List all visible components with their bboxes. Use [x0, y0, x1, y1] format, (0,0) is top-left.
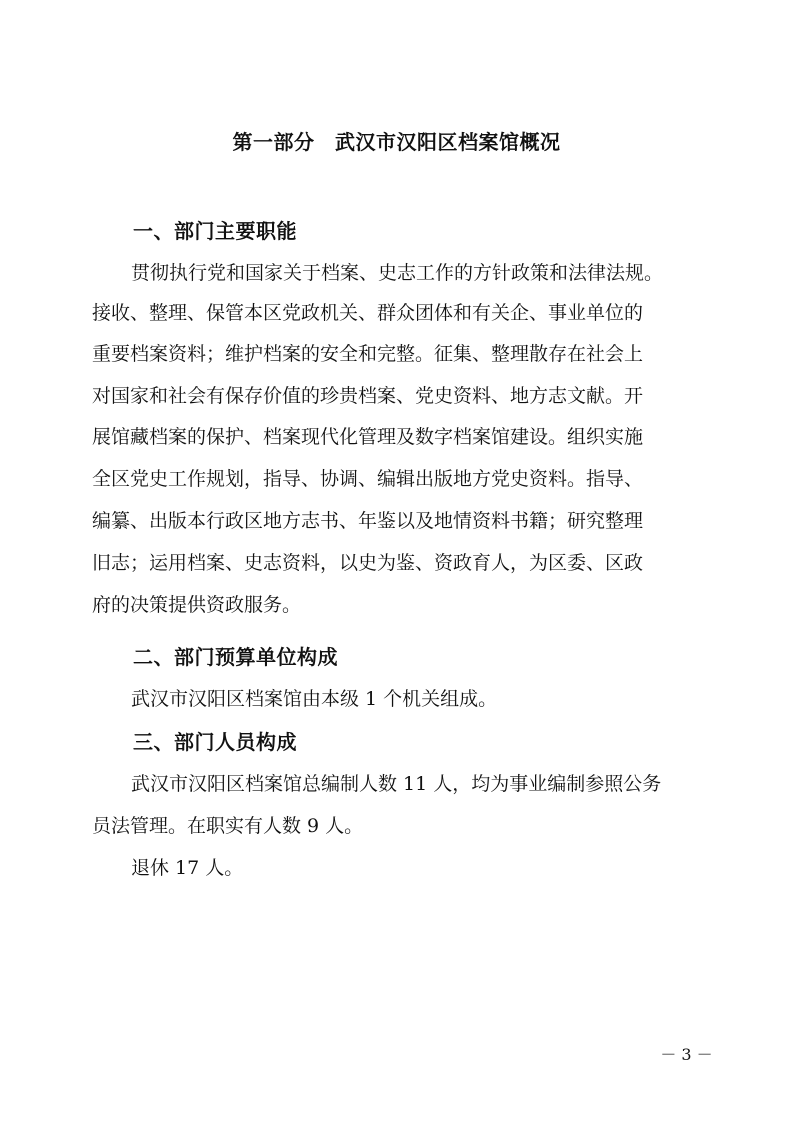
- paragraph-line: 全区党史工作规划，指导、协调、编辑出版地方党史资料。指导、: [92, 468, 644, 490]
- paragraph-line: 对国家和社会有保存价值的珍贵档案、党史资料、地方志文献。开: [92, 385, 644, 407]
- paragraph-line: 员法管理。在职实有人数 9 人。: [92, 815, 364, 837]
- paragraph-line: 重要档案资料；维护档案的安全和完整。征集、整理散存在社会上: [92, 343, 644, 365]
- paragraph-line: 旧志；运用档案、史志资料，以史为鉴、资政育人，为区委、区政: [92, 552, 644, 574]
- paragraph-line: 退休 17 人。: [131, 857, 244, 879]
- paragraph-line: 编纂、出版本行政区地方志书、年鉴以及地情资料书籍；研究整理: [92, 510, 644, 532]
- paragraph-line: 府的决策提供资政服务。: [92, 594, 302, 616]
- paragraph-line: 贯彻执行党和国家关于档案、史志工作的方针政策和法律法规。: [131, 262, 664, 284]
- paragraph-line: 武汉市汉阳区档案馆总编制人数 11 人，均为事业编制参照公务: [131, 773, 662, 795]
- section-heading-staff: 三、部门人员构成: [133, 730, 297, 754]
- page-title: 第一部分 武汉市汉阳区档案馆概况: [232, 130, 561, 154]
- paragraph-line: 展馆藏档案的保护、档案现代化管理及数字档案馆建设。组织实施: [92, 426, 644, 448]
- paragraph-line: 武汉市汉阳区档案馆由本级 1 个机关组成。: [131, 688, 498, 710]
- section-heading-functions: 一、部门主要职能: [133, 219, 297, 243]
- paragraph-line: 接收、整理、保管本区党政机关、群众团体和有关企、事业单位的: [92, 302, 644, 324]
- page-number: － 3 －: [660, 1045, 713, 1064]
- section-heading-budget-units: 二、部门预算单位构成: [133, 645, 338, 669]
